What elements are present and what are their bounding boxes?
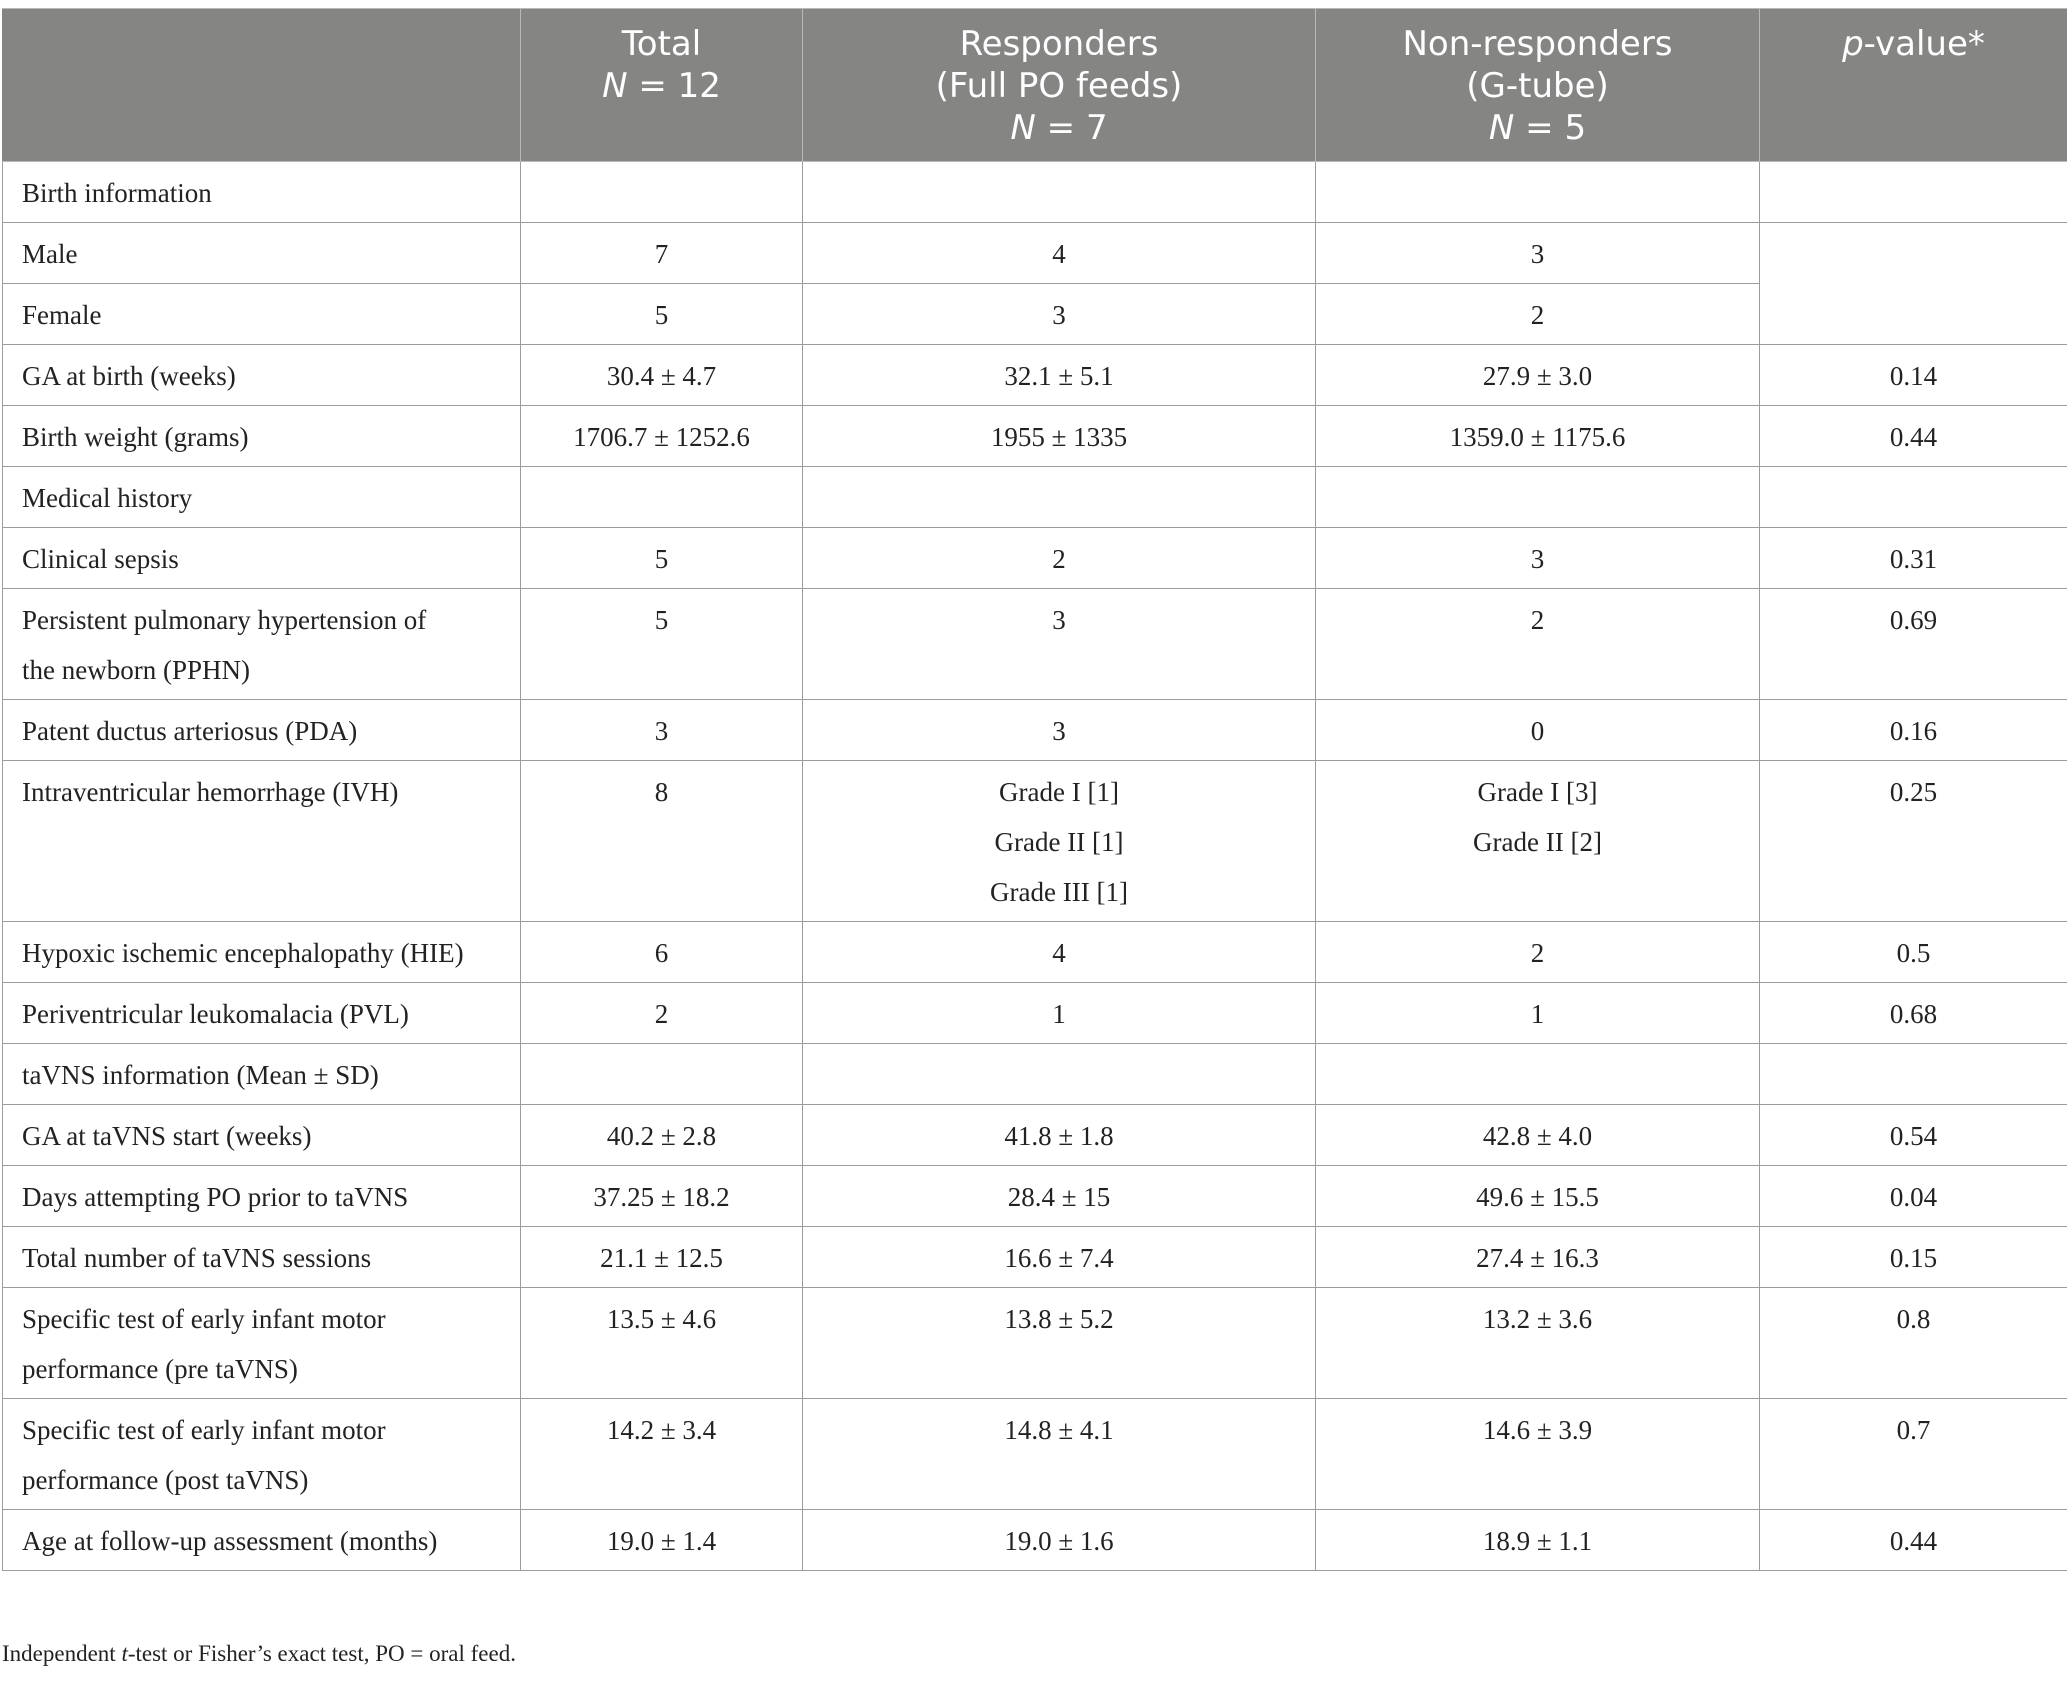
cell-nonresponders (1316, 284, 1760, 345)
row-label: Male (3, 223, 521, 284)
cell-nonresponders (1316, 467, 1760, 528)
table-row (3, 1399, 2067, 1510)
header-total-n-var: N (602, 66, 628, 106)
cell-responders (803, 983, 1316, 1044)
cell-nonresponders (1316, 162, 1760, 223)
cell-nonresponders (1316, 1510, 1760, 1571)
cell-total (521, 467, 803, 528)
header-pvalue-var: p (1842, 24, 1864, 64)
row-label: Medical history (3, 467, 521, 528)
cell-responders (803, 1166, 1316, 1227)
cell-nonresponders (1316, 223, 1760, 284)
table-row (3, 406, 2067, 467)
row-label: Intraventricular hemorrhage (IVH) (3, 761, 521, 922)
cell-nonresponders-line: 2 (1530, 605, 1545, 635)
table-footnote (2, 1641, 516, 1667)
cell-nonresponders (1316, 1105, 1760, 1166)
table-row (3, 1288, 2067, 1399)
cell-nonresponders (1316, 1227, 1760, 1288)
row-label-line: Specific test of early infant motor (22, 1304, 386, 1334)
cell-responders (803, 1227, 1316, 1288)
cell-responders-line: Grade I [1] (999, 777, 1119, 807)
cell-total: 5 (521, 589, 803, 700)
cell-nonresponders (1316, 1399, 1760, 1510)
row-label-line: performance (pre taVNS) (22, 1354, 298, 1384)
cell-responders (803, 700, 1316, 761)
cell-pvalue (1760, 1044, 2067, 1105)
cell-responders-line: 2 (1052, 544, 1066, 574)
row-label (3, 1288, 521, 1399)
row-label: Age at follow-up assessment (months) (3, 1510, 521, 1571)
cell-pvalue: 0.54 (1760, 1105, 2067, 1166)
cell-responders-line: Grade II [1] (994, 827, 1124, 857)
table-body (3, 162, 2067, 1571)
cell-responders-line: 1955 ± 1335 (990, 422, 1128, 452)
cell-responders (803, 1510, 1316, 1571)
table-row (3, 761, 2067, 922)
row-label-line: performance (post taVNS) (22, 1465, 309, 1495)
header-empty (3, 9, 521, 162)
row-label: GA at taVNS start (weeks) (3, 1105, 521, 1166)
table-container (2, 8, 2067, 1571)
cell-responders (803, 1288, 1316, 1399)
row-label: GA at birth (weeks) (3, 345, 521, 406)
cell-total: 37.25 ± 18.2 (521, 1166, 803, 1227)
footnote-pre: Independent (2, 1641, 122, 1666)
cell-nonresponders (1316, 922, 1760, 983)
cell-responders (803, 345, 1316, 406)
cell-total: 19.0 ± 1.4 (521, 1510, 803, 1571)
cell-nonresponders (1316, 1288, 1760, 1399)
cell-total: 5 (521, 284, 803, 345)
table-row (3, 589, 2067, 700)
cell-nonresponders-line: Grade II [2] (1473, 827, 1602, 857)
cell-responders (803, 1044, 1316, 1105)
cell-total: 1706.7 ± 1252.6 (521, 406, 803, 467)
cell-pvalue: 0.25 (1760, 761, 2067, 922)
cell-total: 30.4 ± 4.7 (521, 345, 803, 406)
cell-responders (803, 223, 1316, 284)
header-nonresponders-sub: (G-tube) (1466, 66, 1609, 106)
cell-total: 5 (521, 528, 803, 589)
header-pvalue-rest: -value* (1863, 24, 1985, 64)
table-row (3, 528, 2067, 589)
cell-pvalue: 0.69 (1760, 589, 2067, 700)
header-total (521, 9, 803, 162)
table-row (3, 983, 2067, 1044)
cell-nonresponders-line: 42.8 ± 4.0 (1482, 1121, 1593, 1151)
footnote-var: t (121, 1641, 128, 1666)
header-pvalue (1760, 9, 2067, 162)
cell-nonresponders-line: 2 (1530, 938, 1545, 968)
cell-nonresponders-line: 49.6 ± 15.5 (1476, 1182, 1599, 1212)
row-label: Birth information (3, 162, 521, 223)
cell-nonresponders (1316, 1044, 1760, 1105)
table-row (3, 1044, 2067, 1105)
row-label: Periventricular leukomalacia (PVL) (3, 983, 521, 1044)
row-label (3, 589, 521, 700)
cell-pvalue (1760, 223, 2067, 345)
header-responders (803, 9, 1316, 162)
table-row (3, 1227, 2067, 1288)
cell-pvalue (1760, 162, 2067, 223)
header-total-label: Total (621, 24, 702, 64)
header-nonresponders (1316, 9, 1760, 162)
header-nonresponders-n (1324, 107, 1751, 149)
cell-responders (803, 1399, 1316, 1510)
header-total-n-value: = 12 (627, 66, 721, 106)
data-table (2, 8, 2067, 1571)
cell-responders-line: 4 (1052, 938, 1066, 968)
cell-pvalue: 0.31 (1760, 528, 2067, 589)
cell-nonresponders-line: Grade I [3] (1477, 777, 1598, 807)
cell-responders-line: 14.8 ± 4.1 (1004, 1415, 1114, 1445)
cell-nonresponders-line: 1 (1530, 999, 1545, 1029)
cell-nonresponders (1316, 1166, 1760, 1227)
cell-pvalue: 0.44 (1760, 406, 2067, 467)
cell-nonresponders-line: 14.6 ± 3.9 (1482, 1415, 1593, 1445)
cell-total: 14.2 ± 3.4 (521, 1399, 803, 1510)
cell-pvalue: 0.68 (1760, 983, 2067, 1044)
table-row (3, 467, 2067, 528)
cell-total: 13.5 ± 4.6 (521, 1288, 803, 1399)
row-label-line: Specific test of early infant motor (22, 1415, 386, 1445)
cell-responders (803, 284, 1316, 345)
cell-nonresponders-line: 27.4 ± 16.3 (1476, 1243, 1599, 1273)
cell-total: 40.2 ± 2.8 (521, 1105, 803, 1166)
cell-responders-line: Grade III [1] (990, 877, 1128, 907)
cell-nonresponders (1316, 528, 1760, 589)
cell-responders (803, 1105, 1316, 1166)
cell-responders-line: 19.0 ± 1.6 (1004, 1526, 1114, 1556)
cell-total: 21.1 ± 12.5 (521, 1227, 803, 1288)
row-label: Clinical sepsis (3, 528, 521, 589)
row-label: Female (3, 284, 521, 345)
cell-responders (803, 589, 1316, 700)
cell-responders-line: 3 (1052, 605, 1066, 635)
header-responders-n (811, 107, 1307, 149)
cell-total (521, 162, 803, 223)
cell-responders-line: 41.8 ± 1.8 (1004, 1121, 1114, 1151)
table-row (3, 1105, 2067, 1166)
cell-pvalue: 0.44 (1760, 1510, 2067, 1571)
cell-responders (803, 761, 1316, 922)
cell-pvalue: 0.16 (1760, 700, 2067, 761)
cell-nonresponders (1316, 700, 1760, 761)
cell-pvalue: 0.8 (1760, 1288, 2067, 1399)
header-responders-n-value: = 7 (1035, 108, 1108, 148)
cell-responders-line: 28.4 ± 15 (1007, 1182, 1111, 1212)
header-row (3, 9, 2067, 162)
cell-total: 8 (521, 761, 803, 922)
cell-nonresponders (1316, 589, 1760, 700)
row-label: Days attempting PO prior to taVNS (3, 1166, 521, 1227)
header-nonresponders-n-value: = 5 (1514, 108, 1587, 148)
cell-nonresponders-line: 3 (1530, 239, 1545, 269)
table-row (3, 284, 2067, 345)
cell-pvalue: 0.5 (1760, 922, 2067, 983)
cell-responders-line: 16.6 ± 7.4 (1004, 1243, 1114, 1273)
header-total-n (529, 65, 794, 107)
row-label: Hypoxic ischemic encephalopathy (HIE) (3, 922, 521, 983)
cell-responders-line: 3 (1052, 716, 1066, 746)
cell-total: 3 (521, 700, 803, 761)
cell-nonresponders (1316, 983, 1760, 1044)
table-row (3, 700, 2067, 761)
cell-responders-line: 3 (1052, 300, 1066, 330)
table-row (3, 922, 2067, 983)
table-row (3, 1510, 2067, 1571)
table-header (3, 9, 2067, 162)
row-label: Total number of taVNS sessions (3, 1227, 521, 1288)
cell-responders (803, 406, 1316, 467)
header-responders-n-var: N (1010, 108, 1036, 148)
cell-responders-line: 1 (1052, 999, 1066, 1029)
row-label: Birth weight (grams) (3, 406, 521, 467)
cell-total: 2 (521, 983, 803, 1044)
cell-responders (803, 162, 1316, 223)
cell-responders-line: 4 (1052, 239, 1066, 269)
cell-total (521, 1044, 803, 1105)
row-label: taVNS information (Mean ± SD) (3, 1044, 521, 1105)
table-row (3, 1166, 2067, 1227)
cell-pvalue: 0.14 (1760, 345, 2067, 406)
row-label: Patent ductus arteriosus (PDA) (3, 700, 521, 761)
header-responders-label: Responders (959, 24, 1159, 64)
table-row (3, 223, 2067, 284)
row-label-line: Persistent pulmonary hypertension of (22, 605, 427, 635)
cell-pvalue (1760, 467, 2067, 528)
table-row (3, 162, 2067, 223)
cell-nonresponders-line: 27.9 ± 3.0 (1482, 361, 1593, 391)
cell-nonresponders-line: 18.9 ± 1.1 (1482, 1526, 1593, 1556)
header-nonresponders-n-var: N (1488, 108, 1515, 148)
cell-pvalue: 0.7 (1760, 1399, 2067, 1510)
header-nonresponders-label: Non-responders (1402, 24, 1673, 64)
cell-nonresponders-line: 0 (1530, 716, 1545, 746)
cell-nonresponders (1316, 761, 1760, 922)
cell-total: 7 (521, 223, 803, 284)
cell-responders (803, 467, 1316, 528)
table-row (3, 345, 2067, 406)
header-responders-sub: (Full PO feeds) (935, 66, 1183, 106)
cell-nonresponders-line: 13.2 ± 3.6 (1482, 1304, 1593, 1334)
row-label (3, 1399, 521, 1510)
cell-pvalue: 0.15 (1760, 1227, 2067, 1288)
cell-nonresponders (1316, 345, 1760, 406)
cell-responders (803, 528, 1316, 589)
cell-nonresponders-line: 2 (1530, 300, 1545, 330)
cell-responders (803, 922, 1316, 983)
cell-responders-line: 13.8 ± 5.2 (1004, 1304, 1114, 1334)
cell-pvalue: 0.04 (1760, 1166, 2067, 1227)
row-label-line: the newborn (PPHN) (22, 655, 250, 685)
cell-nonresponders-line: 1359.0 ± 1175.6 (1449, 422, 1626, 452)
cell-nonresponders (1316, 406, 1760, 467)
footnote-post: -test or Fisher’s exact test, PO = oral feed. (127, 1641, 516, 1666)
cell-total: 6 (521, 922, 803, 983)
cell-nonresponders-line: 3 (1530, 544, 1545, 574)
cell-responders-line: 32.1 ± 5.1 (1004, 361, 1114, 391)
